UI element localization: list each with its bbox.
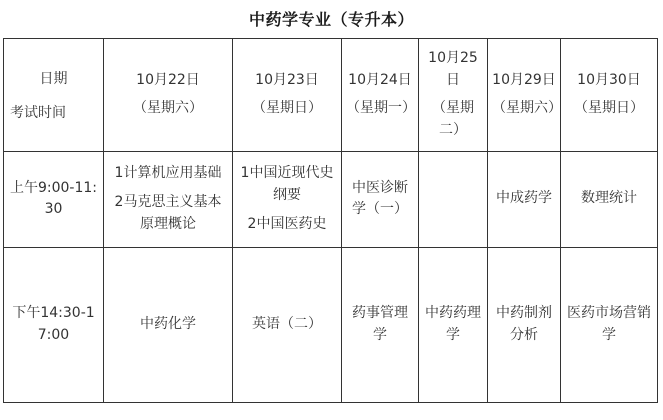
subject: 中药化学 <box>140 315 196 332</box>
header-date: 10月24日 <box>348 71 412 88</box>
header-date: 10月29日 <box>492 71 556 88</box>
cell-afternoon-oct24 <box>342 247 419 402</box>
header-weekday: （星期六） <box>492 100 562 117</box>
header-cell-oct23 <box>233 39 342 152</box>
page-title: 中药学专业（专升本） <box>248 10 414 29</box>
subject: 英语（二） <box>252 315 322 332</box>
cell-afternoon-oct22 <box>104 247 233 402</box>
subject: 医药市场营销学 <box>567 305 651 343</box>
subject: 中成药学 <box>496 190 552 207</box>
cell-afternoon-oct23 <box>233 247 342 402</box>
corner-time-label: 考试时间 <box>10 104 66 121</box>
header-cell-oct30 <box>561 39 658 152</box>
time-label: 上午9:00-11:30 <box>9 179 98 218</box>
header-weekday: （星期六） <box>133 100 203 117</box>
afternoon-row <box>4 247 658 402</box>
cell-afternoon-oct29 <box>488 247 561 402</box>
subject: 2中国医药史 <box>247 215 327 232</box>
header-weekday: （星期二） <box>432 100 474 139</box>
time-label: 下午14:30-17:00 <box>12 305 95 343</box>
cell-morning-oct22 <box>104 151 233 247</box>
subject: 药事管理学 <box>352 305 408 343</box>
header-date: 10月22日 <box>136 71 200 88</box>
header-cell-oct25 <box>419 39 488 152</box>
header-weekday: （星期日） <box>252 100 322 117</box>
time-cell-morning <box>4 151 104 247</box>
cell-morning-oct24 <box>342 151 419 247</box>
corner-date-label: 日期 <box>39 70 68 87</box>
header-date: 10月30日 <box>577 71 641 88</box>
header-cell-oct29 <box>488 39 561 152</box>
cell-morning-oct25-empty <box>419 151 488 247</box>
corner-cell <box>4 39 104 152</box>
header-weekday: （星期日） <box>574 100 644 117</box>
cell-morning-oct23 <box>233 151 342 247</box>
header-date: 10月25日 <box>428 50 478 88</box>
subject: 数理统计 <box>581 190 637 207</box>
header-cell-oct24 <box>342 39 419 152</box>
header-row <box>4 39 658 152</box>
subject: 中药制剂分析 <box>496 305 552 343</box>
subject: 中药药理学 <box>425 305 481 343</box>
cell-morning-oct29 <box>488 151 561 247</box>
exam-schedule-table <box>3 38 658 403</box>
header-weekday: （星期一） <box>346 100 416 117</box>
cell-afternoon-oct30 <box>561 247 658 402</box>
subject: 2马克思主义基本原理概论 <box>114 193 222 232</box>
subject: 中医诊断学（一） <box>352 179 408 218</box>
header-date: 10月23日 <box>255 71 319 88</box>
time-cell-afternoon <box>4 247 104 402</box>
header-cell-oct22 <box>104 39 233 152</box>
cell-morning-oct30 <box>561 151 658 247</box>
subject: 1中国近现代史纲要 <box>240 165 334 203</box>
morning-row <box>4 151 658 247</box>
cell-afternoon-oct25 <box>419 247 488 402</box>
subject: 1计算机应用基础 <box>114 165 222 182</box>
